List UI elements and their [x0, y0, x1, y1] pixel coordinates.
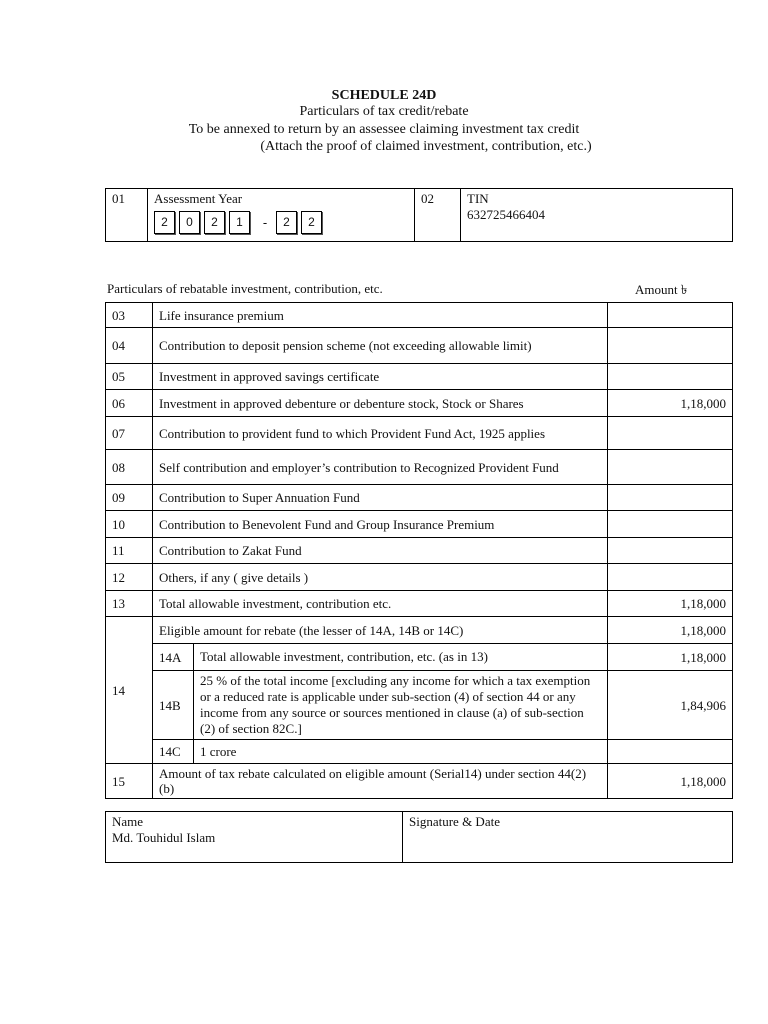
row-serial: 14	[106, 617, 153, 764]
table-row	[106, 764, 733, 799]
row-description: Contribution to deposit pension scheme (not exceeding allowable limit)	[153, 328, 608, 364]
table-row	[106, 328, 733, 364]
sub-row-serial: 14B	[153, 671, 194, 740]
row-amount	[608, 417, 733, 450]
row-serial: 11	[106, 538, 153, 564]
particulars-table	[105, 302, 733, 799]
table-row	[106, 303, 733, 328]
schedule-title: SCHEDULE 24D	[331, 88, 437, 103]
tin-value: 632725466404	[467, 207, 545, 222]
year-digit: 2	[204, 211, 225, 234]
sub-row-amount: 1,18,000	[608, 644, 733, 671]
table-row	[106, 538, 733, 564]
row-amount	[608, 328, 733, 364]
row-serial: 08	[106, 450, 153, 485]
schedule-note: (Attach the proof of claimed investment, contribution, etc.)	[260, 139, 592, 154]
schedule-instruction: To be annexed to return by an assessee claiming investment tax credit	[188, 122, 580, 137]
name-label: Name	[112, 814, 144, 829]
assessment-year-label: Assessment Year	[154, 191, 243, 206]
row-amount	[608, 564, 733, 591]
table-row	[106, 390, 733, 417]
schedule-subtitle: Particulars of tax credit/rebate	[299, 104, 469, 119]
sub-row-serial: 14A	[153, 644, 194, 671]
sub-row-amount: 1,84,906	[608, 671, 733, 740]
tin-cell	[461, 189, 733, 242]
table-row	[106, 671, 733, 740]
name-cell	[106, 812, 403, 863]
row-description: Total allowable investment, contribution etc.	[153, 591, 608, 617]
tin-label: TIN	[467, 191, 489, 206]
sub-row-description: 25 % of the total income [excluding any income for which a tax exemption or a reduced rate is applicable under sub-section (4) of section 44 or any income from any source or sources mentioned in clause (a) of sub-section (2) of section 82C.]	[194, 671, 608, 740]
year-digit: 2	[276, 211, 297, 234]
row-serial: 15	[106, 764, 153, 799]
assessment-year-cell	[148, 189, 415, 242]
row-amount	[608, 485, 733, 511]
signature-label: Signature & Date	[409, 814, 500, 829]
row-description: Others, if any ( give details )	[153, 564, 608, 591]
sub-row-description: 1 crore	[194, 740, 608, 764]
serial-02: 02	[415, 189, 461, 242]
row-description: Self contribution and employer’s contribution to Recognized Provident Fund	[153, 450, 608, 485]
sub-row-serial: 14C	[153, 740, 194, 764]
name-value: Md. Touhidul Islam	[112, 830, 216, 845]
year-digit: 2	[154, 211, 175, 234]
particulars-heading: Particulars of rebatable investment, contribution, etc.	[107, 281, 383, 296]
table-row	[106, 417, 733, 450]
sub-row-amount	[608, 740, 733, 764]
sub-row-description: Total allowable investment, contribution, etc. (as in 13)	[194, 644, 608, 671]
row-serial: 09	[106, 485, 153, 511]
serial-01: 01	[106, 189, 148, 242]
amount-heading: Amount ৳	[635, 282, 688, 297]
row-description: Contribution to provident fund to which Provident Fund Act, 1925 applies	[153, 417, 608, 450]
assessment-year-digits	[154, 211, 408, 234]
table-row	[106, 740, 733, 764]
row-description: Investment in approved savings certificate	[153, 364, 608, 390]
year-digit: 0	[179, 211, 200, 234]
signature-cell	[403, 812, 733, 863]
table-row	[106, 617, 733, 644]
row-description: Contribution to Zakat Fund	[153, 538, 608, 564]
row-serial: 06	[106, 390, 153, 417]
assessment-tin-table	[105, 188, 733, 242]
year-digit: 1	[229, 211, 250, 234]
table-row	[106, 364, 733, 390]
row-description: Contribution to Benevolent Fund and Group Insurance Premium	[153, 511, 608, 538]
row-serial: 13	[106, 591, 153, 617]
row-amount	[608, 364, 733, 390]
year-separator: -	[262, 215, 268, 230]
row-amount	[608, 303, 733, 328]
row-description: Life insurance premium	[153, 303, 608, 328]
row-serial: 05	[106, 364, 153, 390]
row-amount	[608, 450, 733, 485]
table-row	[106, 450, 733, 485]
row-serial: 10	[106, 511, 153, 538]
row-amount: 1,18,000	[608, 390, 733, 417]
row-serial: 03	[106, 303, 153, 328]
table-row	[106, 511, 733, 538]
row-amount: 1,18,000	[608, 617, 733, 644]
row-amount: 1,18,000	[608, 764, 733, 799]
row-amount	[608, 511, 733, 538]
row-description: Contribution to Super Annuation Fund	[153, 485, 608, 511]
row-amount: 1,18,000	[608, 591, 733, 617]
row-serial: 04	[106, 328, 153, 364]
table-row	[106, 564, 733, 591]
table-row	[106, 644, 733, 671]
row-description: Investment in approved debenture or debenture stock, Stock or Shares	[153, 390, 608, 417]
signature-table	[105, 811, 733, 863]
row-serial: 12	[106, 564, 153, 591]
row-amount	[608, 538, 733, 564]
row-serial: 07	[106, 417, 153, 450]
table-row	[106, 485, 733, 511]
table-row	[106, 591, 733, 617]
year-digit: 2	[301, 211, 322, 234]
row-description: Amount of tax rebate calculated on eligible amount (Serial14) under section 44(2)(b)	[153, 764, 608, 799]
row-description: Eligible amount for rebate (the lesser of 14A, 14B or 14C)	[153, 617, 608, 644]
